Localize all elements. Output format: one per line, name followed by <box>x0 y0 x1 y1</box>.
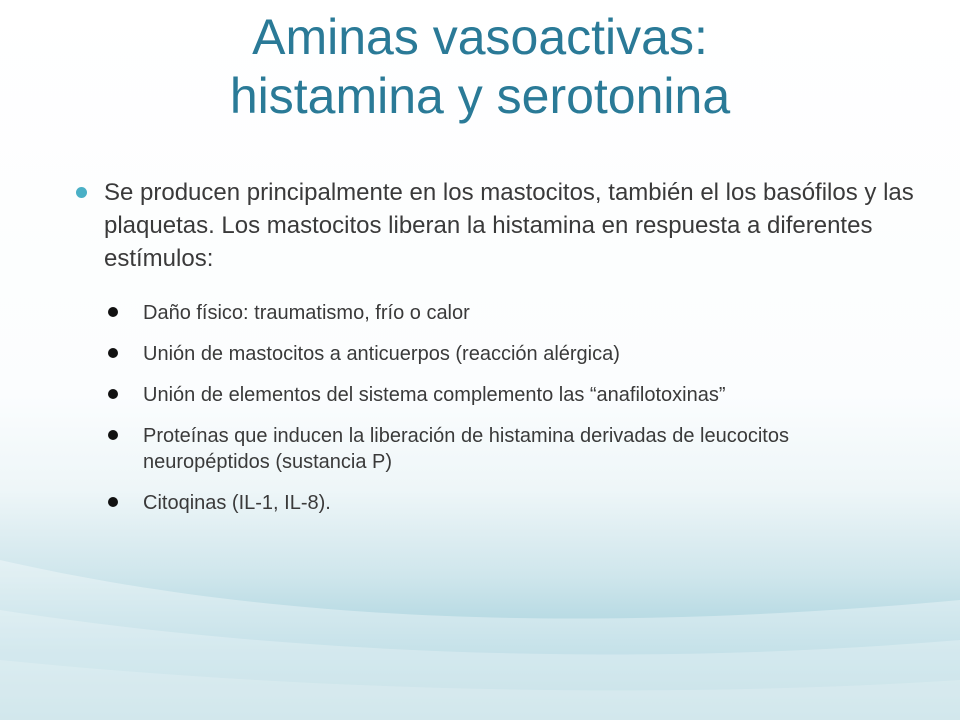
sub-bullet-text: Citoqinas (IL-1, IL-8). <box>143 492 331 514</box>
main-bullet-dot-icon <box>76 187 87 198</box>
sub-bullet-text: Daño físico: traumatismo, frío o calor <box>143 302 470 324</box>
sub-bullet-dot-icon <box>108 430 118 440</box>
sub-bullet-item <box>108 300 868 326</box>
title-line-2: histamina y serotonina <box>229 68 731 124</box>
sub-bullet-dot-icon <box>108 348 118 358</box>
slide-title <box>60 8 900 126</box>
sub-bullet-item <box>108 341 868 367</box>
title-line-1: Aminas vasoactivas: <box>252 9 708 65</box>
main-bullet <box>76 176 944 275</box>
sub-bullet-item <box>108 382 868 408</box>
sub-bullet-item <box>108 423 868 475</box>
main-bullet-text: Se producen principalmente en los mastocitos, también el los basófilos y las plaquetas. Los mastocitos liberan la histamina en respuesta a diferentes estímulos: <box>104 179 914 272</box>
sub-bullet-dot-icon <box>108 497 118 507</box>
sub-bullet-item <box>108 490 868 516</box>
sub-bullet-text: Unión de elementos del sistema complemento las “anafilotoxinas” <box>143 384 726 406</box>
sub-bullet-text: Proteínas que inducen la liberación de histamina derivadas de leucocitos neuropéptidos (sustancia P) <box>143 425 789 473</box>
sub-bullet-dot-icon <box>108 389 118 399</box>
sub-bullet-list <box>108 300 868 531</box>
sub-bullet-dot-icon <box>108 307 118 317</box>
sub-bullet-text: Unión de mastocitos a anticuerpos (reacción alérgica) <box>143 343 620 365</box>
